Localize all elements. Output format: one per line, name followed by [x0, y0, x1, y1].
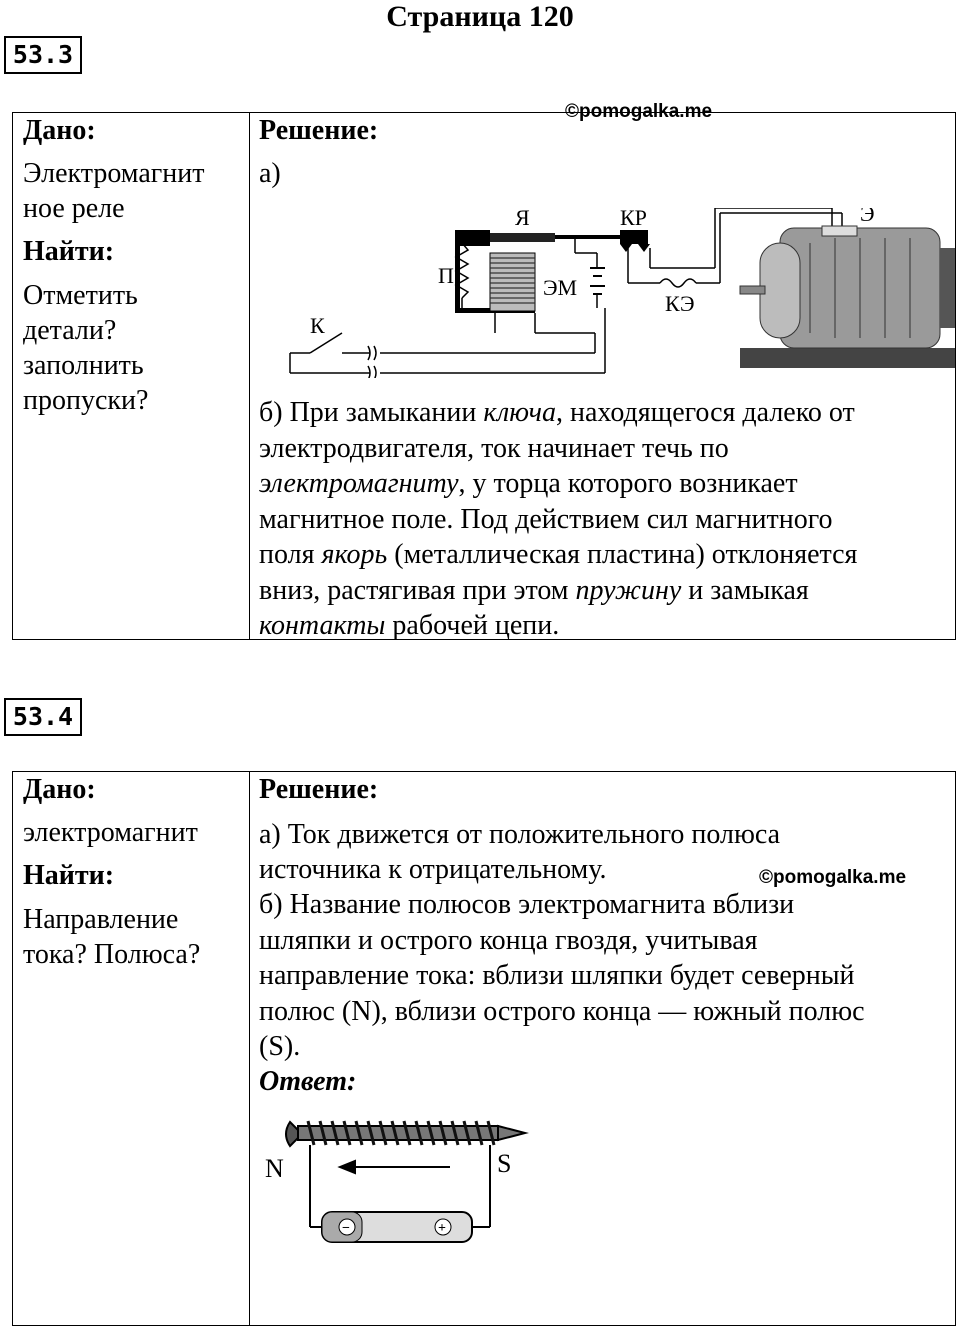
emphasized-term: электромагниту — [259, 468, 459, 499]
solution-column — [250, 101, 955, 641]
text-segment: и замыкая — [681, 574, 809, 606]
svg-text:+: + — [438, 1221, 446, 1236]
diagram-label-motor: Э — [860, 208, 875, 226]
part-b-line — [259, 466, 798, 501]
solution-line: направление тока: вблизи шляпки будет северный — [259, 960, 855, 991]
find-line: Отметить — [23, 280, 138, 311]
task-table — [12, 771, 956, 1326]
text-segment: б) При замыкании — [259, 397, 484, 428]
relay-diagram — [250, 208, 956, 378]
text-segment: , у торца которого возникает — [458, 468, 798, 499]
given-line: Электромагнит — [23, 158, 205, 189]
svg-text:−: − — [342, 1221, 350, 1236]
given-label: Дано: — [23, 774, 96, 805]
page-title: Страница 120 — [386, 0, 574, 33]
diagram-label-armature: Я — [515, 208, 530, 230]
part-b-line — [259, 573, 809, 608]
find-line: детали? — [23, 315, 117, 346]
text-segment: магнитное поле. Под действием сил магнитного — [259, 503, 833, 535]
find-label: Найти: — [23, 860, 115, 891]
emphasized-term: ключа — [483, 397, 556, 428]
task-number: 53.3 — [4, 36, 82, 74]
given-line: ное реле — [23, 193, 125, 224]
solution-label: Решение: — [259, 115, 379, 146]
diagram-label-motor-contact: КЭ — [665, 291, 695, 316]
pole-north-label: N — [265, 1154, 284, 1183]
text-segment: вниз, растягивая при этом — [259, 574, 576, 606]
part-b-line — [259, 395, 855, 430]
text-segment: , находящегося далеко от — [555, 397, 855, 428]
diagram-label-spring: П — [438, 263, 454, 288]
given-column — [13, 113, 250, 639]
solution-line: источника к отрицательному. — [259, 854, 607, 885]
find-line: тока? Полюса? — [23, 939, 201, 970]
watermark: ©pomogalka.me — [759, 867, 907, 888]
diagram-label-relay-contact: КР — [620, 208, 647, 230]
given-line: электромагнит — [23, 817, 198, 848]
solution-line: полюс (N), вблизи острого конца — южный полюс — [259, 996, 865, 1027]
solution-line: шляпки и острого конца гвоздя, учитывая — [259, 925, 758, 956]
part-b-line — [259, 608, 559, 643]
text-segment: поля — [259, 539, 322, 570]
solution-line: а) Ток движется от положительного полюса — [259, 819, 781, 850]
find-line: Направление — [23, 904, 179, 935]
emphasized-term: контакты — [259, 610, 386, 641]
diagram-label-electromagnet: ЭМ — [543, 275, 578, 300]
task-table — [12, 101, 956, 641]
answer-label: Ответ: — [259, 1066, 357, 1097]
diagram-label-key: К — [310, 313, 325, 338]
emphasized-term: якорь — [321, 539, 388, 570]
task-number: 53.4 — [4, 698, 82, 736]
solution-column — [250, 772, 955, 1325]
text-segment: электродвигателя, ток начинает течь по — [259, 432, 729, 464]
part-b-line — [259, 431, 729, 466]
emphasized-term: пружину — [575, 574, 682, 606]
text-segment: рабочей цепи. — [385, 610, 560, 641]
find-line: пропуски? — [23, 385, 149, 416]
find-label: Найти: — [23, 236, 115, 267]
given-column — [13, 772, 250, 1325]
given-label: Дано: — [23, 115, 96, 146]
text-segment: (металлическая пластина) отклоняется — [387, 539, 858, 570]
solution-line: (S). — [259, 1031, 301, 1062]
pole-south-label: S — [497, 1149, 512, 1178]
part-b-line — [259, 502, 833, 537]
watermark: ©pomogalka.me — [565, 101, 713, 122]
solution-line: б) Название полюсов электромагнита вблизи — [259, 889, 795, 920]
solution-label: Решение: — [259, 774, 379, 805]
part-a-label: а) — [259, 158, 281, 189]
find-line: заполнить — [23, 350, 144, 381]
nail-electromagnet-diagram — [260, 1107, 540, 1277]
part-b-line — [259, 537, 857, 572]
